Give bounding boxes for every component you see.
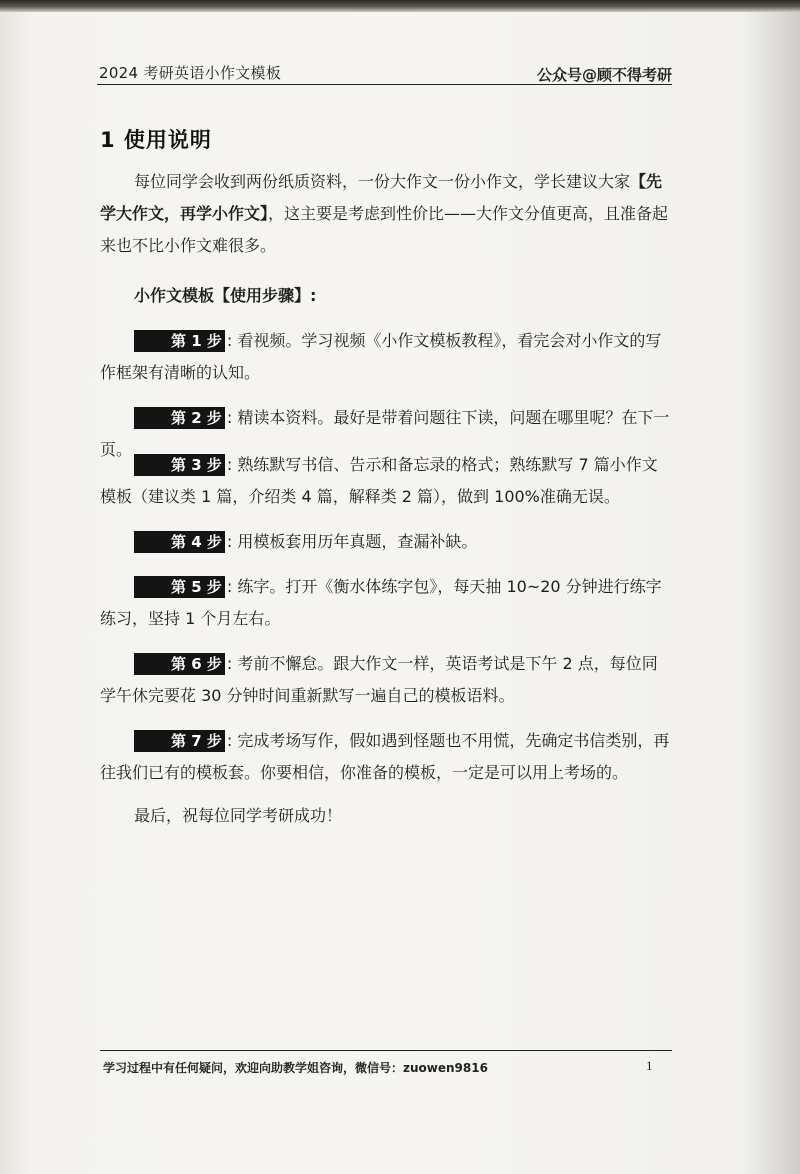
step-badge: 第 7 步 <box>134 730 225 752</box>
step-badge: 第 2 步 <box>134 407 225 429</box>
step-text: : 用模板套用历年真题，查漏补缺。 <box>226 532 478 551</box>
step-badge: 第 1 步 <box>134 330 225 352</box>
intro-text-1: 每位同学会收到两份纸质资料，一份大作文一份小作文，学长建议大家 <box>134 172 631 191</box>
intro-paragraph <box>100 166 672 262</box>
step-badge: 第 6 步 <box>134 653 225 675</box>
scan-top-edge <box>0 0 800 12</box>
step-text: : 精读本资料。最好是带着问题往下读，问题在哪里呢？在下一页。 <box>100 408 670 459</box>
step-badge: 第 5 步 <box>134 576 225 598</box>
step-item <box>100 571 672 635</box>
step-item <box>100 449 672 513</box>
footer-contact-note: 学习过程中有任何疑问，欢迎向助教学姐咨询，微信号：zuowen9816 <box>103 1061 488 1075</box>
page-number: 1 <box>646 1058 653 1073</box>
steps-heading: 小作文模板【使用步骤】: <box>134 286 317 305</box>
step-item <box>100 725 672 789</box>
section-title: 1 使用说明 <box>100 128 212 152</box>
intro-text-2: ，这主要是考虑到性价比——大作文分值更高，且准备起来也不比小作文难很多。 <box>100 204 669 255</box>
step-text: : 完成考场写作，假如遇到怪题也不用慌，先确定书信类别，再往我们已有的模板套。你要相信，你准备的模板，一定是可以用上考场的。 <box>100 731 670 782</box>
step-text: : 熟练默写书信、告示和备忘录的格式；熟练默写 7 篇小作文模板（建议类 1 篇，介绍类 4 篇，解释类 2 篇），做到 100%准确无误。 <box>100 455 658 506</box>
step-text: : 练字。打开《衡水体练字包》，每天抽 10~20 分钟进行练字练习，坚持 1 个月左右。 <box>100 577 662 628</box>
intro-bold-advice: 【先学大作文，再学小作文】 <box>100 172 663 223</box>
step-item <box>100 325 672 389</box>
header-title: 2024 考研英语小作文模板 <box>99 64 282 82</box>
page-header <box>97 60 672 85</box>
step-badge: 第 3 步 <box>134 454 225 476</box>
step-item <box>100 648 672 712</box>
header-account: 公众号@顾不得考研 <box>536 66 672 84</box>
step-text: : 看视频。学习视频《小作文模板教程》，看完会对小作文的写作框架有清晰的认知。 <box>100 331 662 382</box>
footer-divider <box>100 1050 672 1051</box>
closing-line: 最后，祝每位同学考研成功！ <box>134 806 343 825</box>
step-item <box>100 526 672 558</box>
step-badge: 第 4 步 <box>134 531 225 553</box>
step-text: : 考前不懈怠。跟大作文一样，英语考试是下午 2 点，每位同学午休完要花 30 分钟时间重新默写一遍自己的模板语料。 <box>100 654 658 705</box>
